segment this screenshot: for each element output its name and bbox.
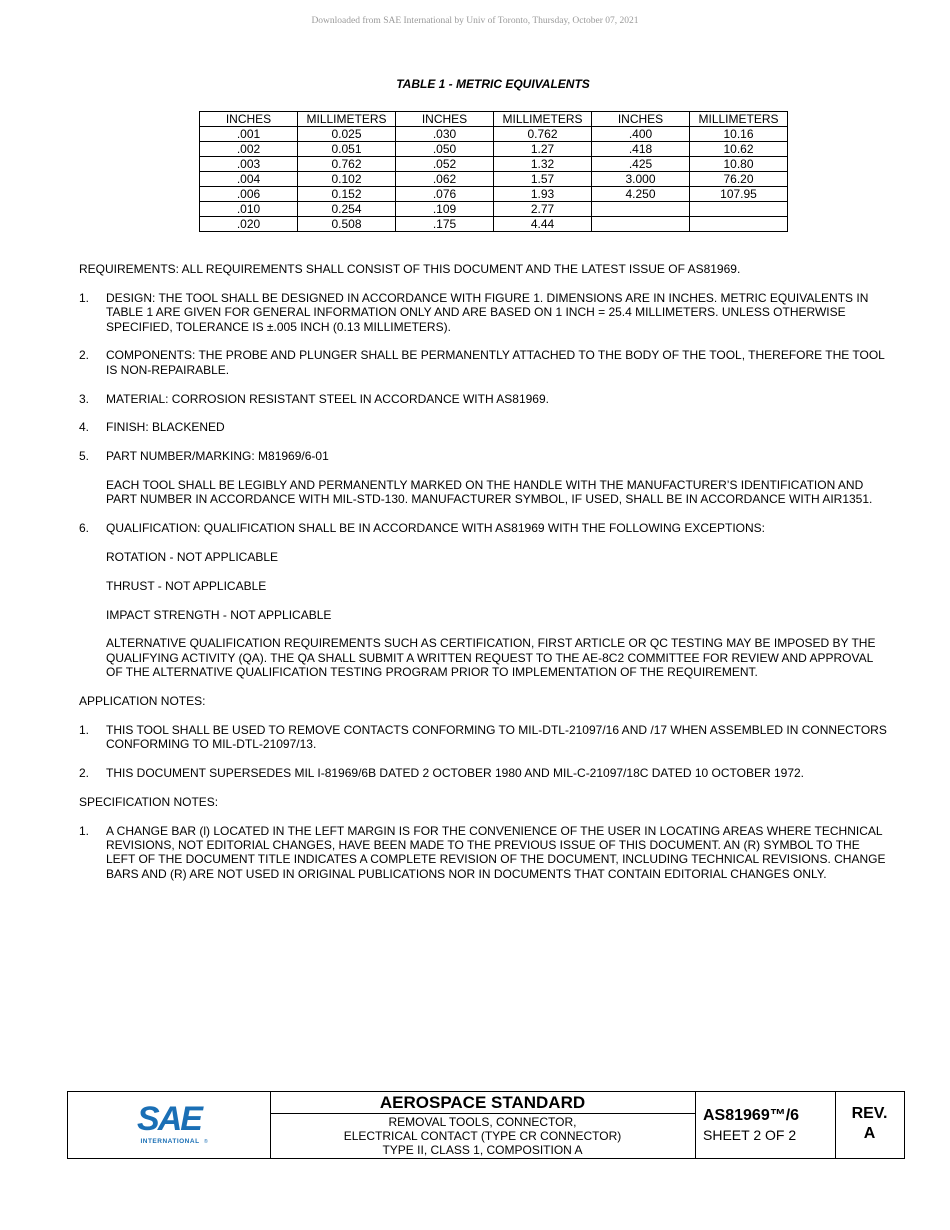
- application-note-2: [79, 766, 891, 780]
- marking-paragraph: EACH TOOL SHALL BE LEGIBLY AND PERMANENTLY MARKED ON THE HANDLE WITH THE MANUFACTURER’S IDENTIFICATION AND PART NUMBER IN ACCORDANCE WITH MIL-STD-130. MANUFACTURER SYMBOL, IF USED, SHALL BE IN ACCORDANCE WITH AIR1351.: [106, 478, 873, 507]
- table-header-row: [200, 112, 788, 127]
- item-number: 1.: [79, 722, 90, 737]
- item-number: 2.: [79, 766, 90, 780]
- table-cell: .400: [592, 127, 690, 142]
- document-body: [79, 262, 891, 896]
- item-text: COMPONENTS: THE PROBE AND PLUNGER SHALL BE PERMANENTLY ATTACHED TO THE BODY OF THE TOOL, THEREFORE THE TOOL IS NON-REPAIRABLE.: [106, 348, 885, 377]
- table-cell: 1.57: [494, 172, 592, 187]
- table-cell: 0.051: [298, 142, 396, 157]
- column-header: INCHES: [396, 112, 494, 127]
- requirement-components: [79, 348, 891, 377]
- table-cell: .109: [396, 202, 494, 217]
- item-text: QUALIFICATION: QUALIFICATION SHALL BE IN ACCORDANCE WITH AS81969 WITH THE FOLLOWING EXCEPTIONS:: [106, 521, 766, 536]
- download-watermark: Downloaded from SAE International by Univ of Toronto, Thursday, October 07, 2021: [311, 16, 639, 26]
- exception-thrust: THRUST - NOT APPLICABLE: [106, 578, 267, 593]
- requirement-material: [79, 392, 891, 406]
- table-cell: 0.762: [298, 157, 396, 172]
- title-line: ELECTRICAL CONTACT (TYPE CR CONNECTOR): [343, 1129, 622, 1143]
- item-text: THIS DOCUMENT SUPERSEDES MIL I-81969/6B DATED 2 OCTOBER 1980 AND MIL-C-21097/18C DATED 10 OCTOBER 1972.: [106, 766, 805, 780]
- table-cell: 76.20: [690, 172, 788, 187]
- title-line: TYPE II, CLASS 1, COMPOSITION A: [382, 1143, 583, 1157]
- table-cell: .030: [396, 127, 494, 142]
- table-row: [200, 187, 788, 202]
- item-text: MATERIAL: CORROSION RESISTANT STEEL IN ACCORDANCE WITH AS81969.: [106, 391, 549, 406]
- title-block: [67, 1091, 905, 1159]
- requirements-intro: REQUIREMENTS: ALL REQUIREMENTS SHALL CONSIST OF THIS DOCUMENT AND THE LATEST ISSUE OF AS81969.: [79, 262, 741, 276]
- column-header: MILLIMETERS: [690, 112, 788, 127]
- table-cell: 0.508: [298, 217, 396, 232]
- table-cell: [592, 202, 690, 217]
- requirement-finish: [79, 420, 891, 434]
- table-cell: 0.102: [298, 172, 396, 187]
- table-cell: .004: [200, 172, 298, 187]
- revision-cell: [835, 1092, 904, 1158]
- table-cell: 4.250: [592, 187, 690, 202]
- revision-label: REV.: [851, 1105, 888, 1122]
- registered-mark-icon: ®: [204, 1139, 208, 1145]
- revision-value: A: [863, 1125, 876, 1142]
- table-cell: 1.93: [494, 187, 592, 202]
- column-header: INCHES: [200, 112, 298, 127]
- table-row: [200, 202, 788, 217]
- specification-note-1: [79, 824, 891, 882]
- sheet-number: SHEET 2 OF 2: [703, 1127, 797, 1143]
- table-cell: .001: [200, 127, 298, 142]
- item-number: 4.: [79, 420, 90, 435]
- table-cell: .010: [200, 202, 298, 217]
- table-row: [200, 127, 788, 142]
- item-text: DESIGN: THE TOOL SHALL BE DESIGNED IN ACCORDANCE WITH FIGURE 1. DIMENSIONS ARE IN INCHES. METRIC EQUIVALENTS IN TABLE 1 ARE GIVEN FOR GENERAL INFORMATION ONLY AND ARE BASED ON 1 INCH = 25.4 MILLIMETERS. UNLESS OTHERWISE SPECIFIED, TOLERANCE IS ±.005 INCH (0.13 MILLIMETERS).: [106, 290, 869, 334]
- logo-cell: [68, 1092, 271, 1158]
- table-cell: .020: [200, 217, 298, 232]
- exception-rotation: ROTATION - NOT APPLICABLE: [106, 550, 279, 564]
- table-cell: 10.80: [690, 157, 788, 172]
- table-cell: 10.62: [690, 142, 788, 157]
- title-cell: [270, 1092, 696, 1158]
- item-text: A CHANGE BAR (l) LOCATED IN THE LEFT MARGIN IS FOR THE CONVENIENCE OF THE USER IN LOCATING AREAS WHERE TECHNICAL REVISIONS, NOT EDITORIAL CHANGES, HAVE BEEN MADE TO THE PREVIOUS ISSUE OF THIS DOCUMENT. AN (R) SYMBOL TO THE LEFT OF THE DOCUMENT TITLE INDICATES A COMPLETE REVISION OF THE DOCUMENT, INCLUDING TECHNICAL REVISIONS. CHANGE BARS AND (R) ARE NOT USED IN ORIGINAL PUBLICATIONS NOR IN DOCUMENTS THAT CONTAIN EDITORIAL CHANGES ONLY.: [106, 823, 886, 881]
- column-header: MILLIMETERS: [298, 112, 396, 127]
- table-cell: 0.025: [298, 127, 396, 142]
- requirement-design: [79, 291, 891, 334]
- requirement-part-number: [79, 449, 891, 463]
- document-title: [270, 1114, 695, 1157]
- specification-notes-heading: SPECIFICATION NOTES:: [79, 794, 219, 809]
- table-cell: .062: [396, 172, 494, 187]
- item-number: 1.: [79, 823, 90, 838]
- item-number: 5.: [79, 449, 90, 464]
- logo-subtitle: INTERNATIONAL: [140, 1138, 200, 1145]
- column-header: MILLIMETERS: [494, 112, 592, 127]
- document-number-cell: [695, 1092, 836, 1158]
- item-text: FINISH: BLACKENED: [106, 420, 225, 435]
- sae-logo-icon: [68, 1092, 270, 1158]
- table-row: [200, 217, 788, 232]
- table-cell: 1.27: [494, 142, 592, 157]
- item-text: THIS TOOL SHALL BE USED TO REMOVE CONTACTS CONFORMING TO MIL-DTL-21097/16 AND /17 WHEN ASSEMBLED IN CONNECTORS CONFORMING TO MIL-DTL-21097/13.: [106, 722, 887, 752]
- table-cell: 3.000: [592, 172, 690, 187]
- application-notes-heading: APPLICATION NOTES:: [79, 694, 206, 708]
- table-cell: [592, 217, 690, 232]
- table-cell: [690, 202, 788, 217]
- table-cell: 10.16: [690, 127, 788, 142]
- item-number: 1.: [79, 290, 90, 305]
- table-cell: [690, 217, 788, 232]
- column-header: INCHES: [592, 112, 690, 127]
- table-cell: .076: [396, 187, 494, 202]
- table-cell: .050: [396, 142, 494, 157]
- metric-equivalents-table: [199, 111, 788, 232]
- document-number: AS81969™/6: [703, 1107, 800, 1124]
- table-cell: .175: [396, 217, 494, 232]
- table-row: [200, 172, 788, 187]
- table-cell: 0.762: [494, 127, 592, 142]
- table-row: [200, 157, 788, 172]
- table-cell: .418: [592, 142, 690, 157]
- table-cell: 4.44: [494, 217, 592, 232]
- table-row: [200, 142, 788, 157]
- standard-heading: AEROSPACE STANDARD: [270, 1092, 695, 1114]
- logo-mark: SAE: [137, 1100, 201, 1138]
- table-cell: 0.254: [298, 202, 396, 217]
- exception-impact-strength: IMPACT STRENGTH - NOT APPLICABLE: [106, 607, 332, 622]
- table-cell: .003: [200, 157, 298, 172]
- table-cell: .052: [396, 157, 494, 172]
- alternative-qualification-paragraph: ALTERNATIVE QUALIFICATION REQUIREMENTS SUCH AS CERTIFICATION, FIRST ARTICLE OR QC TESTING MAY BE IMPOSED BY THE QUALIFYING ACTIVITY (QA). THE QA SHALL SUBMIT A WRITTEN REQUEST TO THE AE-8C2 COMMITTEE FOR REVIEW AND APPROVAL OF THE ALTERNATIVE QUALIFICATION TESTING PROGRAM PRIOR TO IMPLEMENTATION OF THE REQUIREMENT.: [106, 636, 876, 680]
- title-line: REMOVAL TOOLS, CONNECTOR,: [388, 1115, 577, 1129]
- application-note-1: [79, 723, 891, 752]
- item-text: PART NUMBER/MARKING: M81969/6-01: [106, 449, 329, 464]
- item-number: 6.: [79, 521, 90, 536]
- table-cell: 1.32: [494, 157, 592, 172]
- item-number: 2.: [79, 348, 90, 363]
- table-cell: 0.152: [298, 187, 396, 202]
- table-cell: .425: [592, 157, 690, 172]
- item-number: 3.: [79, 391, 90, 406]
- table-cell: .006: [200, 187, 298, 202]
- table-cell: 107.95: [690, 187, 788, 202]
- requirement-qualification: [79, 521, 891, 535]
- table-title: TABLE 1 - METRIC EQUIVALENTS: [396, 77, 590, 91]
- table-cell: .002: [200, 142, 298, 157]
- table-cell: 2.77: [494, 202, 592, 217]
